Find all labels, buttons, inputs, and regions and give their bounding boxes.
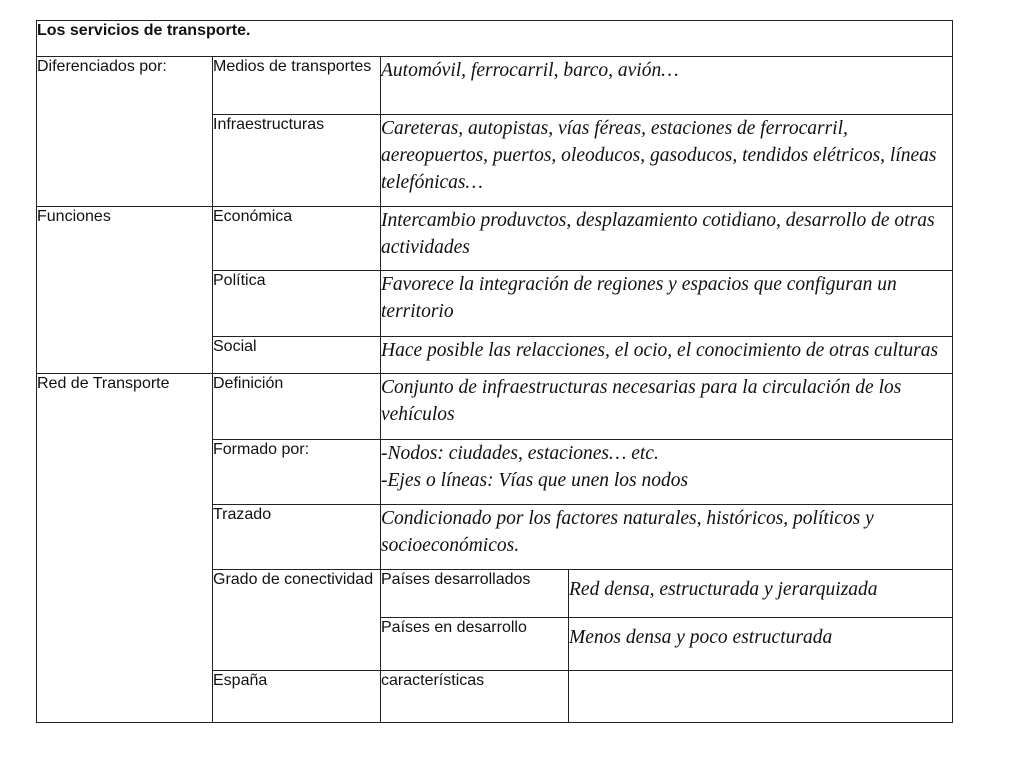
table-row	[37, 57, 953, 115]
value-trazado-text: Condicionado por los factores naturales, históricos, políticos y socioeconómicos.	[381, 508, 874, 556]
value-espana	[569, 671, 953, 723]
table-title: Los servicios de transporte.	[37, 21, 953, 57]
grado-desarrollados-label: Países desarrollados	[381, 570, 569, 618]
category-diferenciados: Diferenciados por:	[37, 57, 213, 207]
grado-en-desarrollo-label: Países en desarrollo	[381, 618, 569, 671]
subcategory-grado: Grado de conectividad	[213, 570, 381, 671]
espana-caracteristicas-label: características	[381, 671, 569, 723]
subcategory-medios: Medios de transportes	[213, 57, 381, 115]
transport-services-table	[36, 20, 953, 723]
table-row	[37, 207, 953, 271]
value-infraestructuras-text: Careteras, autopistas, vías féreas, estaciones de ferrocarril, aereopuertos, puertos, oleoducos, gasoducos, tendidos elétricos, líneas telefónicas…	[381, 118, 937, 193]
subcategory-social: Social	[213, 337, 381, 374]
value-social-text: Hace posible las relacciones, el ocio, el conocimiento de otras culturas	[381, 340, 939, 361]
value-formado-nodos: -Nodos: ciudades, estaciones… etc.	[381, 443, 659, 464]
value-grado-en-desarrollo	[569, 618, 953, 671]
subcategory-definicion: Definición	[213, 374, 381, 440]
subcategory-infraestructuras: Infraestructuras	[213, 115, 381, 207]
value-economica	[381, 207, 953, 271]
value-grado-desarrollados-text: Red densa, estructurada y jerarquizada	[569, 579, 878, 600]
value-grado-desarrollados	[569, 570, 953, 618]
category-red-transporte: Red de Transporte	[37, 374, 213, 723]
value-economica-text: Intercambio produvctos, desplazamiento cotidiano, desarrollo de otras actividades	[381, 210, 935, 258]
table-row	[37, 374, 953, 440]
value-politica	[381, 271, 953, 337]
value-trazado	[381, 505, 953, 570]
value-medios-text: Automóvil, ferrocarril, barco, avión…	[381, 60, 679, 81]
subcategory-politica: Política	[213, 271, 381, 337]
table-title-row	[37, 21, 953, 57]
subcategory-formado: Formado por:	[213, 440, 381, 505]
category-funciones: Funciones	[37, 207, 213, 374]
value-definicion	[381, 374, 953, 440]
subcategory-espana: España	[213, 671, 381, 723]
value-grado-en-desarrollo-text: Menos densa y poco estructurada	[569, 627, 833, 648]
value-formado	[381, 440, 953, 505]
value-definicion-text: Conjunto de infraestructuras necesarias para la circulación de los vehículos	[381, 377, 902, 425]
subcategory-trazado: Trazado	[213, 505, 381, 570]
value-politica-text: Favorece la integración de regiones y espacios que configuran un territorio	[381, 274, 897, 322]
value-social	[381, 337, 953, 374]
value-formado-ejes: -Ejes o líneas: Vías que unen los nodos	[381, 470, 689, 491]
subcategory-economica: Económica	[213, 207, 381, 271]
value-medios	[381, 57, 953, 115]
value-infraestructuras	[381, 115, 953, 207]
